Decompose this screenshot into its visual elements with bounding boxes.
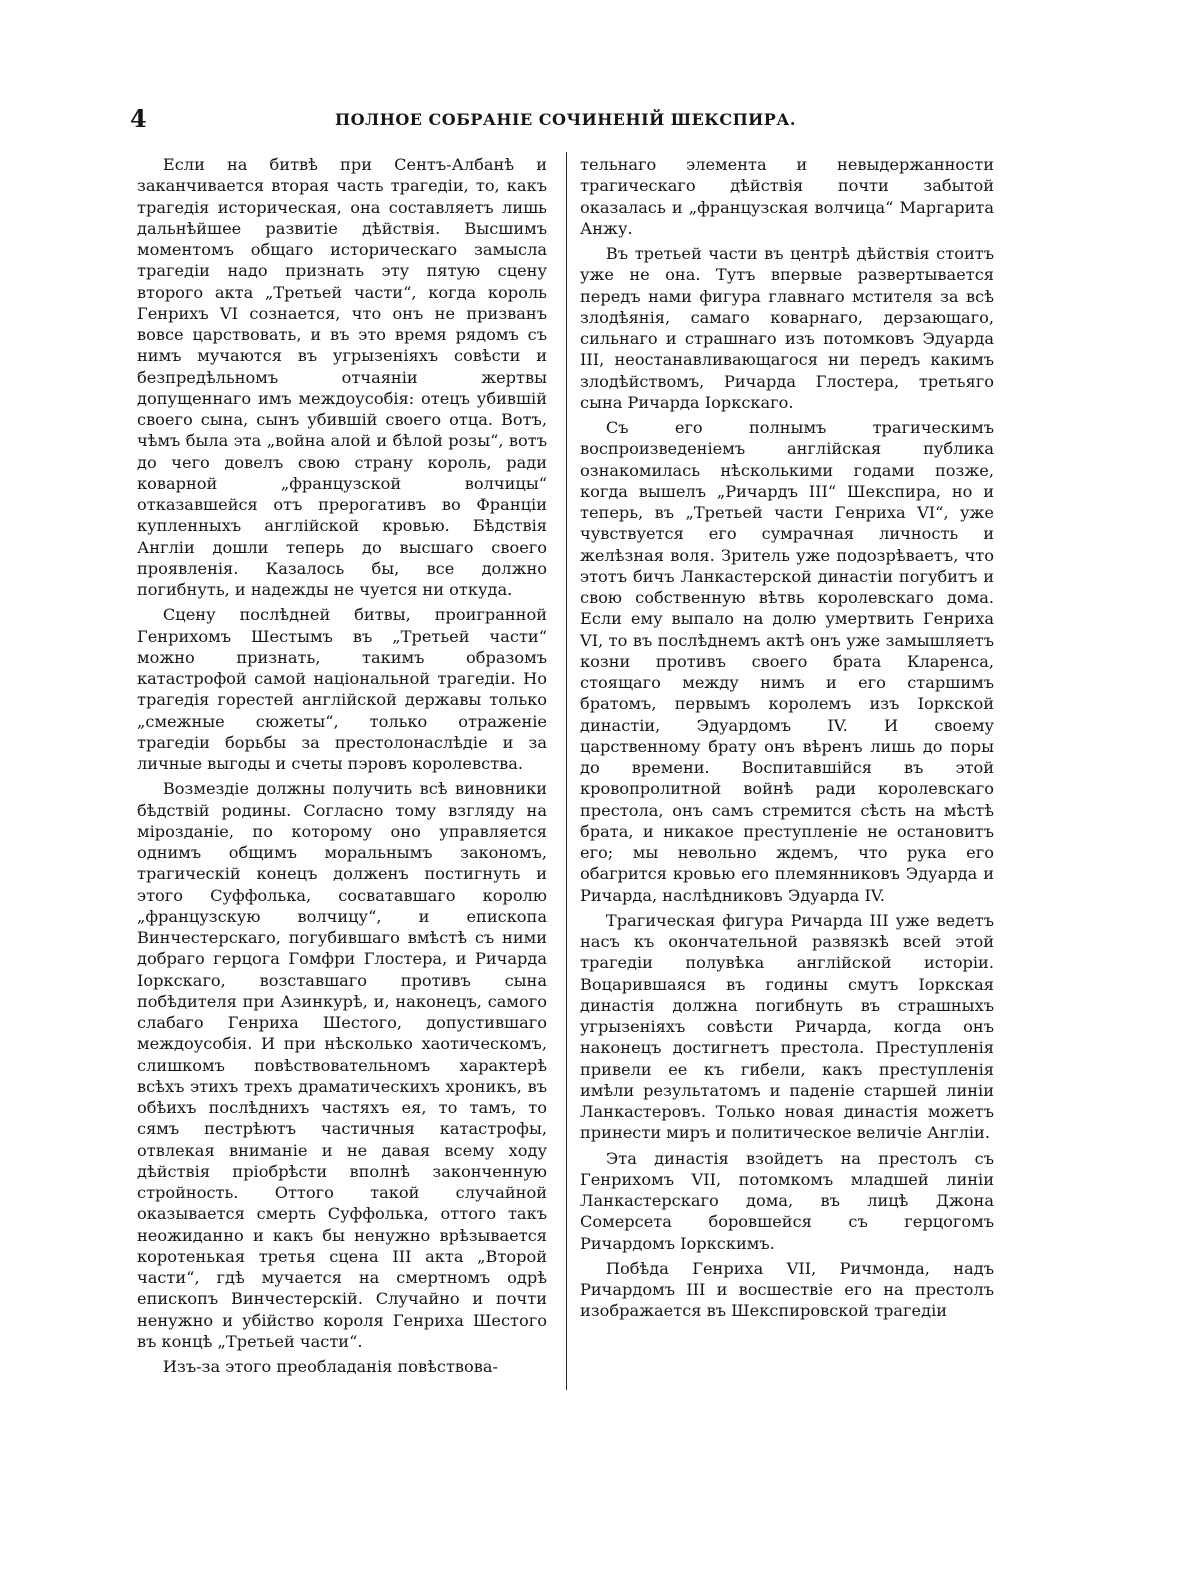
paragraph: Если на битвѣ при Сентъ-Албанѣ и заканчивается вторая часть трагедіи, то, какъ трагедія историческая, она составляетъ лишь дальнѣйшее развитіе дѣйствія. Высшимъ моментомъ общаго историческаго замысла трагедіи надо признать эту пятую сцену второго акта „Третьей части“, когда король Генрихъ VI сознается, что онъ не призванъ вовсе царствовать, и въ это время рядомъ съ нимъ мучаются въ угрызеніяхъ совѣсти и безпредѣльномъ отчаяніи жертвы допущеннаго имъ междоусобія: отецъ убившій своего сына, сынъ убившій своего отца. Вотъ, чѣмъ была эта „война алой и бѣлой розы“, вотъ до чего довелъ свою страну король, ради коварной „французской волчицы“ отказавшейся отъ прерогативъ во Франціи купленныхъ англійской кровью. Бѣдствія Англіи дошли теперь до высшаго своего проявленія. Казалось бы, все должно погибнуть, и надежды не чуется ни откуда. bbox=[137, 155, 547, 599]
paragraph: Трагическая фигура Ричарда III уже ведетъ насъ къ окончательной развязкѣ всей этой трагедіи полувѣка англійской исторіи. Воцарившаяся въ годины смутъ Іоркская династія должна погибнуть въ страшныхъ угрызеніяхъ совѣсти Ричарда, когда онъ наконецъ достигнетъ престола. Преступленія привели ее къ гибели, какъ преступленія имѣли результатомъ и паденіе старшей линіи Ланкастеровъ. Только новая династія можетъ принести миръ и политическое величіе Англіи. bbox=[580, 910, 994, 1143]
page-header bbox=[130, 104, 810, 144]
page-number: 4 bbox=[130, 104, 147, 133]
left-column bbox=[137, 154, 547, 1381]
paragraph: Эта династія взойдетъ на престолъ съ Генрихомъ VII, потомкомъ младшей линіи Ланкастерскаго дома, въ лицѣ Джона Сомерсета боровшейся съ герцогомъ Ричардомъ Іоркскимъ. bbox=[580, 1148, 994, 1253]
paragraph: Побѣда Генриха VII, Ричмонда, надъ Ричардомъ III и восшествіе его на престолъ изображается въ Шекспировской трагедіи bbox=[580, 1258, 994, 1321]
paragraph: Сцену послѣдней битвы, проигранной Генрихомъ Шестымъ въ „Третьей части“ можно признать, такимъ образомъ катастрофой самой національной трагедіи. Но трагедія горестей англійской державы только „смежные сюжеты“, только отраженіе трагедіи борьбы за престолонаслѣдіе и за личные выгоды и счеты пэровъ королевства. bbox=[137, 605, 547, 773]
column-divider bbox=[566, 152, 567, 1390]
paragraph: Изъ-за этого преобладанія повѣствова- bbox=[162, 1357, 499, 1376]
paragraph: Возмездіе должны получить всѣ виновники бѣдствій родины. Согласно тому взгляду на мірозданіе, по которому оно управляется однимъ общимъ моральнымъ закономъ, трагическій конецъ долженъ постигнуть и этого Суффолька, сосватавшаго королю „французскую волчицу“, и епископа Винчестерскаго, погубившаго вмѣстѣ съ ними добраго герцога Гомфри Глостера, и Ричарда Іоркскаго, возставшаго противъ сына побѣдителя при Азинкурѣ, и, наконецъ, самого слабаго Генриха Шестого, допустившаго междоусобія. И при нѣсколько хаотическомъ, слишкомъ повѣствовательномъ характерѣ всѣхъ этихъ трехъ драматическихъ хроникъ, въ обѣихъ послѣднихъ частяхъ ея, то тамъ, то сямъ пестрѣютъ частичныя катастрофы, отвлекая вниманіе и не давая всему ходу дѣйствія пріобрѣсти вполнѣ законченную стройность. Оттого такой случайной оказывается смерть Суффолька, оттого такъ неожиданно и какъ бы ненужно врѣзывается коротенькая третья сцена III акта „Второй части“, гдѣ мучается на смертномъ одрѣ епископъ Винчестерскій. Случайно и почти ненужно и убійство короля Генриха Шестого въ концѣ „Третьей части“. bbox=[137, 779, 547, 1351]
paragraph: тельнаго элемента и невыдержанности трагическаго дѣйствія почти забытой оказалась и „французская волчица“ Маргарита Анжу. bbox=[580, 155, 994, 238]
paragraph: Съ его полнымъ трагическимъ воспроизведеніемъ англійская публика ознакомилась нѣсколькими годами позже, когда вышелъ „Ричардъ III“ Шекспира, но и теперь, въ „Третьей части Генриха VI“, уже чувствуется его сумрачная личность и желѣзная воля. Зритель уже подозрѣваетъ, что этотъ бичъ Ланкастерской династіи погубитъ и свою собственную вѣтвь королевскаго дома. Если ему выпало на долю умертвить Генриха VI, то въ послѣднемъ актѣ онъ уже замышляетъ козни противъ своего брата Кларенса, стоящаго между нимъ и его старшимъ братомъ, первымъ королемъ изъ Іоркской династіи, Эдуардомъ IV. И своему царственному брату онъ вѣренъ лишь до поры до времени. Воспитавшійся въ этой кровопролитной войнѣ ради королевскаго престола, онъ самъ стремится сѣсть на мѣстѣ брата, и никакое преступленіе не остановитъ его; мы невольно ждемъ, что рука его обагрится кровью его племянниковъ Эдуарда и Ричарда, наслѣдниковъ Эдуарда IV. bbox=[580, 418, 994, 905]
running-title: ПОЛНОЕ СОБРАНІЕ СОЧИНЕНІЙ ШЕКСПИРА. bbox=[335, 110, 796, 129]
right-column bbox=[580, 154, 994, 1326]
paragraph: Въ третьей части въ центрѣ дѣйствія стоитъ уже не она. Тутъ впервые развертывается передъ нами фигура главнаго мстителя за всѣ злодѣянія, самаго коварнаго, дерзающаго, сильнаго и страшнаго изъ потомковъ Эдуарда III, неостанавливающагося ни передъ какимъ злодѣйствомъ, Ричарда Глостера, третьяго сына Ричарда Іоркскаго. bbox=[580, 244, 994, 412]
